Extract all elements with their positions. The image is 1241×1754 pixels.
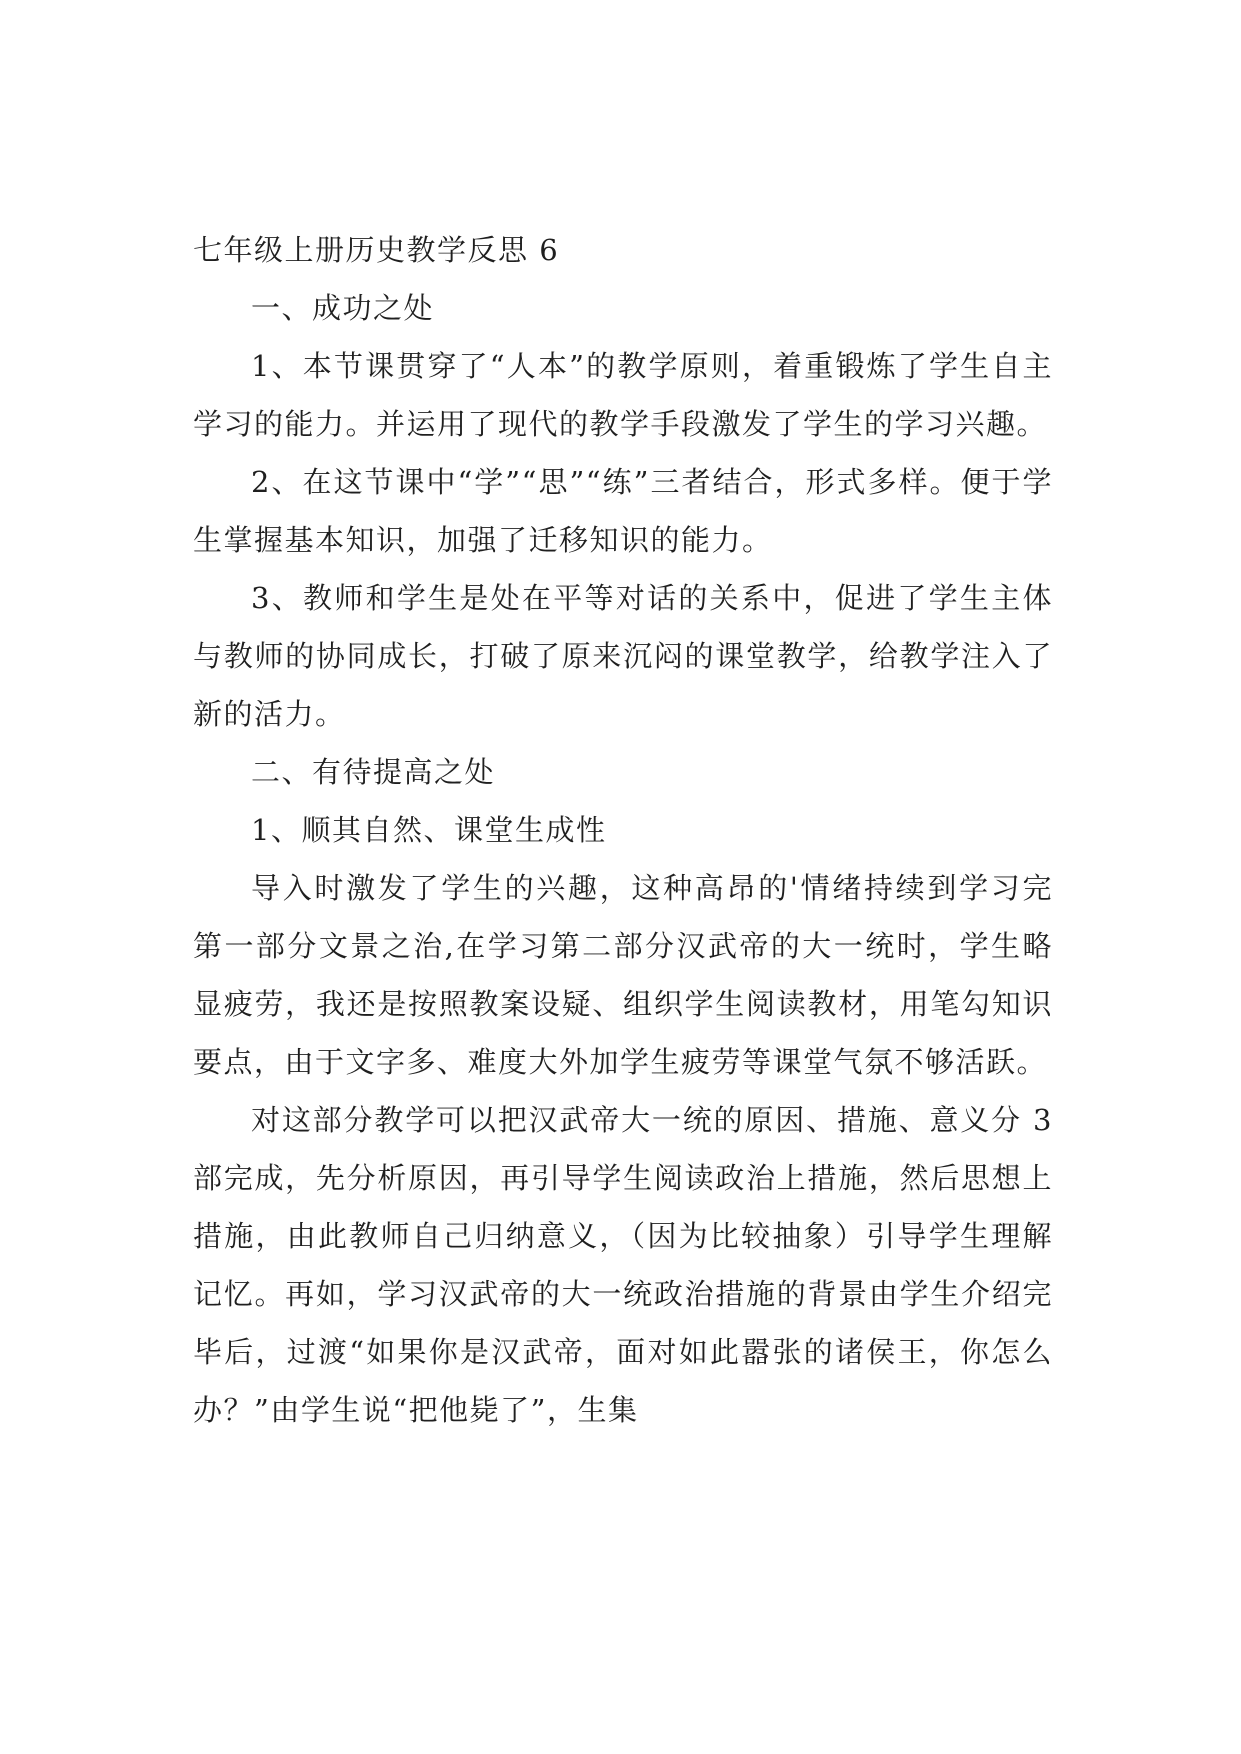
section-heading-success: 一、成功之处 [251,291,435,325]
paragraph-success-1: 1、本节课贯穿了“人本”的教学原则，着重锻炼了学生自主学习的能力。并运用了现代的教学手段激发了学生的学习兴趣。 [193,349,1053,441]
section-heading-improve: 二、有待提高之处 [251,755,496,789]
paragraph-improve-2: 对这部分教学可以把汉武帝大一统的原因、措施、意义分 3 部完成，先分析原因，再引导学生阅读政治上措施，然后思想上措施，由此教师自己归纳意义，（因为比较抽象）引导学生理解记忆。再如，学习汉武帝的大一统政治措施的背景由学生介绍完毕后，过渡“如果你是汉武帝，面对如此嚣张的诸侯王，你怎么办？”由学生说“把他毙了”，生集 [193,1103,1053,1427]
paragraph-success-3: 3、教师和学生是处在平等对话的关系中，促进了学生主体与教师的协同成长，打破了原来沉闷的课堂教学，给教学注入了新的活力。 [193,581,1053,731]
paragraph-success-2: 2、在这节课中“学”“思”“练”三者结合，形式多样。便于学生掌握基本知识，加强了迁移知识的能力。 [193,465,1053,557]
subheading-improve-1: 1、顺其自然、课堂生成性 [251,813,607,847]
paragraph-improve-1: 导入时激发了学生的兴趣，这种高昂的'情绪持续到学习完第一部分文景之治,在学习第二部分汉武帝的大一统时，学生略显疲劳，我还是按照教案设疑、组织学生阅读教材，用笔勾知识要点，由于文字多、难度大外加学生疲劳等课堂气氛不够活跃。 [193,871,1053,1079]
document-body [193,221,1053,1439]
document-title: 七年级上册历史教学反思 6 [193,233,560,267]
